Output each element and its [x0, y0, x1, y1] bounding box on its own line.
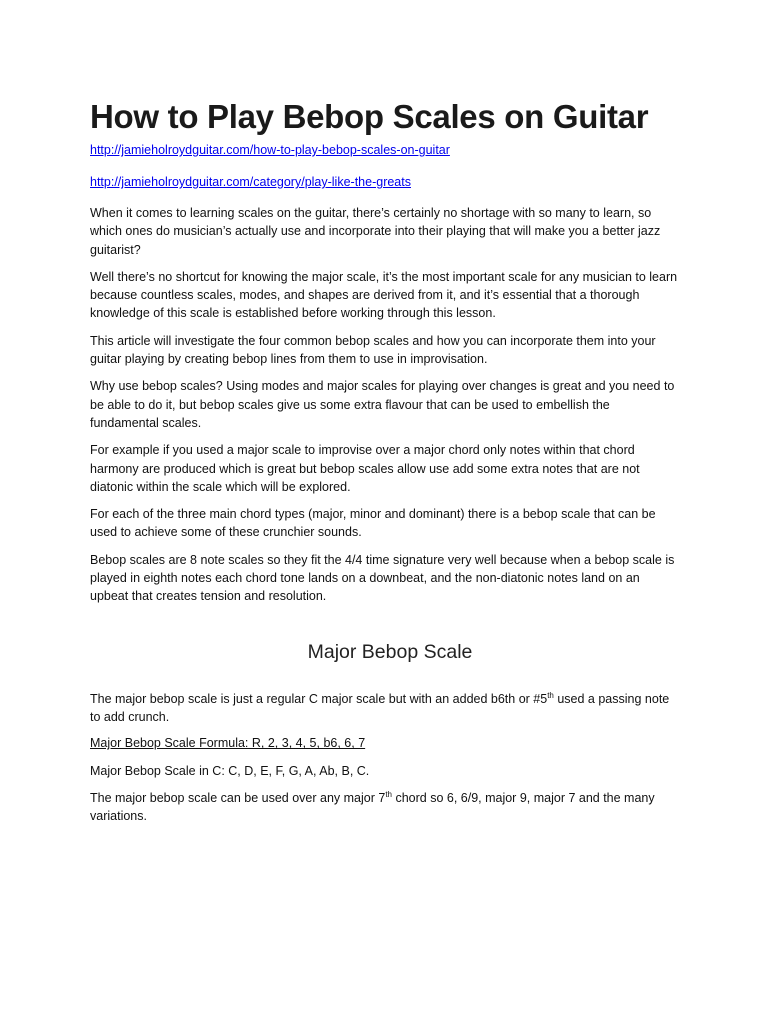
page-title: How to Play Bebop Scales on Guitar	[90, 98, 649, 135]
major-bebop-usage: The major bebop scale can be used over any major 7th chord so 6, 6/9, major 9, major 7 and the many variations.	[90, 789, 655, 824]
chord-types-paragraph: For each of the three main chord types (major, minor and dominant) there is a bebop scale that can be used to achieve some of these crunchier sounds.	[90, 507, 656, 540]
document-content	[90, 0, 680, 825]
category-link[interactable]: http://jamieholroydguitar.com/category/play-like-the-greats	[90, 175, 411, 189]
article-scope-paragraph: This article will investigate the four common bebop scales and how you can incorporate them into your guitar playing by creating bebop lines from them to use in improvisation.	[90, 333, 656, 367]
example-paragraph: For example if you used a major scale to improvise over a major chord only notes within that chord harmony are produced which is great but bebop scales allow use add some extra notes that are not diatonic within the scale which will be explored.	[90, 443, 640, 494]
major-bebop-description: The major bebop scale is just a regular C major scale but with an added b6th or #5th used a passing note to add crunch.	[90, 690, 670, 724]
why-bebop-paragraph: Why use bebop scales? Using modes and major scales for playing over changes is great and you need to be able to do it, but bebop scales give us some extra flavour that can be used to embellish the fundamental scales.	[90, 379, 675, 430]
eight-note-paragraph: Bebop scales are 8 note scales so they fit the 4/4 time signature very well because when a bebop scale is played in eighth notes each chord tone lands on a downbeat, and the non-diatonic notes land on an upbeat that creates tension and resolution.	[90, 552, 675, 604]
article-link[interactable]: http://jamieholroydguitar.com/how-to-play-bebop-scales-on-guitar	[90, 143, 450, 157]
major-bebop-formula: Major Bebop Scale Formula: R, 2, 3, 4, 5, b6, 6, 7	[90, 736, 366, 751]
major-scale-paragraph: Well there’s no shortcut for knowing the major scale, it’s the most important scale for any musician to learn because countless scales, modes, and shapes are derived from it, and it’s essential that a thorough knowledge of this scale is established before working through this lesson.	[90, 269, 678, 321]
major-bebop-in-c: Major Bebop Scale in C: C, D, E, F, G, A, Ab, B, C.	[90, 763, 370, 778]
intro-paragraph: When it comes to learning scales on the guitar, there’s certainly no shortage with so many to learn, so which ones do musician’s actually use and incorporate into their playing that will make you a better jazz guitarist?	[90, 206, 661, 257]
section-heading-major-bebop: Major Bebop Scale	[307, 640, 473, 663]
